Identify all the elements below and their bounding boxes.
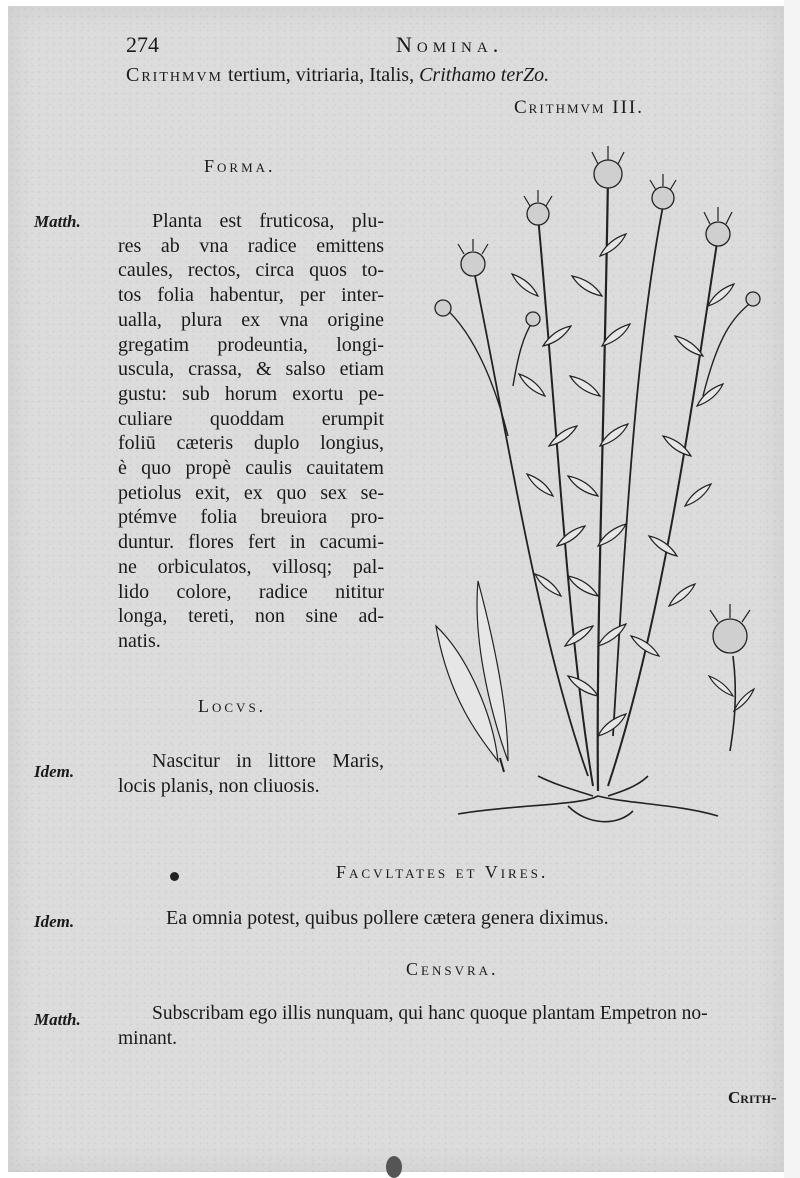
forma-line: ualla, plura ex vna origine (118, 308, 384, 331)
forma-line: petiolus exit, ex quo sex se- (118, 481, 384, 504)
forma-line: ne orbiculatos, villosq; pal- (118, 555, 384, 578)
plant-title-text: tertium, vitriaria, Italis, (223, 64, 420, 86)
locus-line: Nascitur in littore Maris, (152, 750, 384, 772)
page-number: 274 (126, 32, 159, 57)
forma-line: caules, rectos, circa quos to- (118, 259, 384, 282)
facultates-heading: Facvltates et Vires. (336, 862, 549, 882)
censura-line-1: Subscribam ego illis nunquam, qui hanc quoque plantam Empetron no- (152, 1003, 708, 1024)
ink-spot (386, 1156, 402, 1178)
censura-heading: Censvra. (406, 959, 499, 979)
forma-line: culiare quoddam erumpit (118, 407, 384, 430)
forma-line: res ab vna radice emittens (118, 234, 384, 257)
facultates-margin-note: Idem. (34, 912, 75, 931)
locus-heading: Locvs. (198, 696, 267, 716)
forma-line: uscula, crassa, & salso etiam (118, 358, 384, 381)
forma-line: tos folia habentur, per inter- (118, 284, 384, 307)
censura-margin-note: Matth. (34, 1010, 81, 1029)
forma-line: natis. (118, 629, 161, 652)
running-header: Nomina. (396, 32, 504, 57)
figure-caption: Crithmvm III. (514, 97, 644, 118)
forma-line: longa, tereti, non sine ad- (118, 605, 384, 628)
facultates-text: Ea omnia potest, quibus pollere cætera genera diximus. (166, 907, 609, 929)
forma-line: ptémve folia breuiora pro- (118, 506, 384, 529)
forma-paragraph (118, 209, 384, 654)
catchword: Crith- (728, 1088, 777, 1107)
plant-title-name: Crithmvm (126, 64, 224, 86)
forma-line: lido colore, radice nititur (118, 580, 384, 603)
forma-margin-note: Matth. (34, 212, 81, 231)
forma-line: foliū cæteris duplo longius, (118, 432, 384, 455)
locus-margin-note: Idem. (34, 762, 75, 781)
page-edge (784, 0, 800, 1178)
plant-title (126, 64, 549, 87)
forma-line: è quo propè caulis cauitatem (118, 457, 384, 480)
plant-title-italian: Crithamo terZo. (419, 64, 550, 86)
forma-line: gregatim prodeuntia, longi- (118, 333, 384, 356)
plant-illustration (418, 136, 778, 836)
censura-line-2: minant. (118, 1028, 178, 1049)
forma-heading: Forma. (204, 156, 276, 176)
locus-line: locis planis, non cliuosis. (118, 774, 320, 797)
book-page (8, 6, 784, 1172)
locus-paragraph (118, 749, 384, 798)
forma-line: gustu: sub horum exortu pe- (118, 382, 384, 405)
ornament-dot (170, 872, 179, 881)
forma-line: Planta est fruticosa, plu- (152, 210, 384, 232)
forma-line: duntur. flores fert in cacumi- (118, 531, 384, 554)
